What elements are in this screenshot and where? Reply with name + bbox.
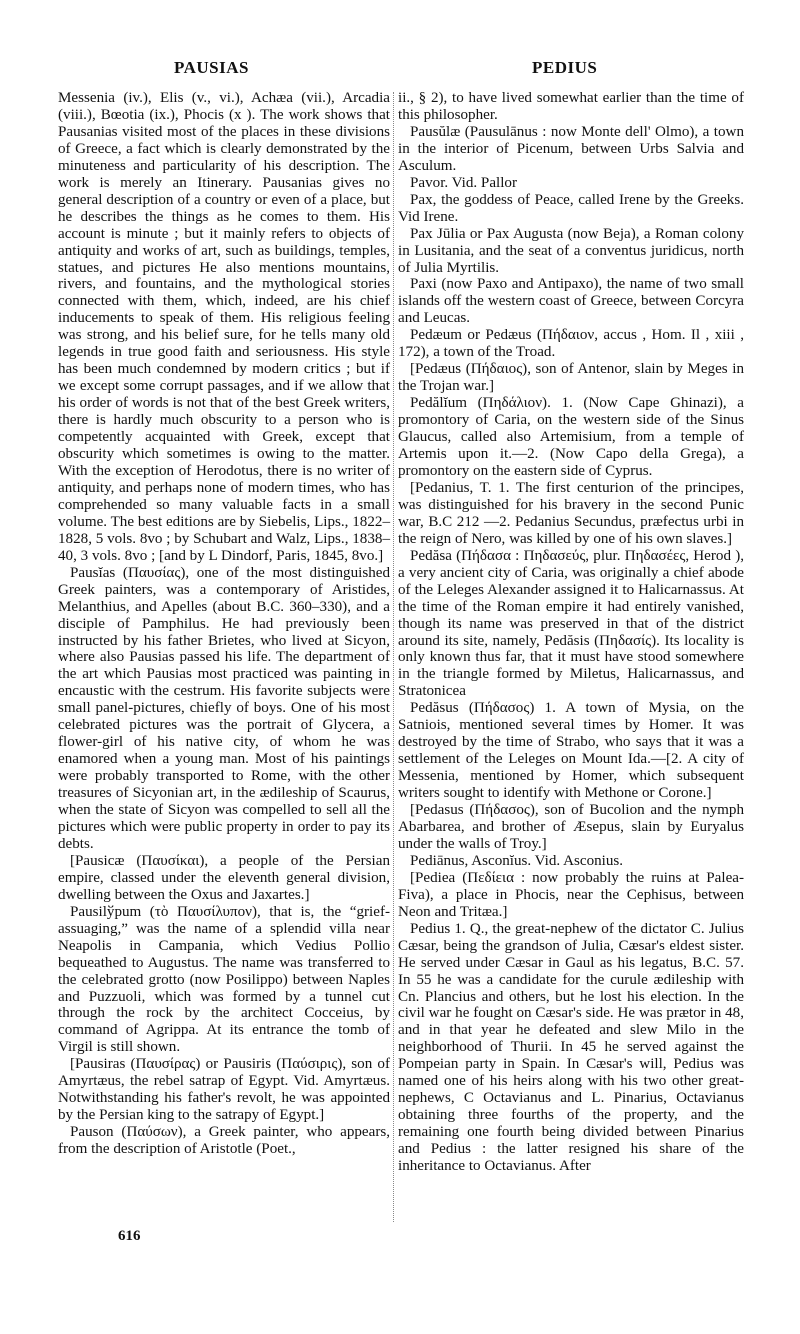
entry-pausulae: Pausŭlæ (Pausulānus : now Monte dell' Olmo), a town in the interior of Picenum, between Urbs Salvia and Asculum. [398,123,744,174]
entry-pauson: Pauson (Παύσων), a Greek painter, who appears, from the description of Aristotle (Poet., [58,1124,390,1158]
entry-pedasus-town: Pedăsus (Πήδασος) 1. A town of Mysia, on the Satniois, mentioned several times by Homer. It was destroyed by the time of Strabo, who says that it was a settlement of the Leleges on Mount Ida.—[2. A city of Messenia, mentioned by Homer, which subsequent writers sought to identify with Methone or Corone.] [398,700,744,802]
entry-pedalium: Pedălĭum (Πηδάλιον). 1. (Now Cape Ghinazi), a promontory of Caria, on the western side of the Sinus Glaucus, called also Artemisium, from a temple of Artemis upon it.—2. (Now Capo della Grega), a promontory on the eastern side of Cyprus. [398,395,744,479]
page-number: 616 [118,1228,141,1244]
entry-pedianus: Pediānus, Asconĭus. Vid. Asconius. [410,852,624,869]
column-divider [393,92,394,1222]
entry-pausanias-continued: Messenia (iv.), Elis (v., vi.), Achæa (vii.), Arcadia (viii.), Bœotia (ix.), Phocis (x ). The work shows that Pausanias visited most of the places in these divisions of Greece, a fact which is clearly demonstrated by the minuteness and particularity of his description. The work is merely an Itinerary. Pausanias gives no general description of a country or even of a place, but he describes the things as he comes to them. His account is minute ; but it mainly refers to objects of antiquity and works of art, such as buildings, temples, statues, and pictures He also mentions mountains, rivers, and fountains, and the mythological stories connected with them, which, indeed, are his chief inducements to speak of them. His religious feeling was strong, and his belief sure, for he tells many old legends in true good faith and seriousness. His style has been much condemned by modern critics ; but if we except some corrupt passages, and if we allow that his order of words is not that of the best Greek writers, there is hardly much obscurity to a person who is competently acquainted with Greek, except that obscurity which sometimes is owing to the matter. With the exception of Herodotus, there is no writer of antiquity, and perhaps none of modern times, who has comprehended so many valuable facts in a small volume. The best editions are by Siebelis, Lips., 1822–1828, 5 vols. 8vo ; by Schubart and Walz, Lips., 1838–40, 3 vols. 8vo ; [and by L Dindorf, Paris, 1845, 8vo.] [58,90,390,564]
entry-pedius: Pedius 1. Q., the great-nephew of the dictator C. Julius Cæsar, being the grandson of Julia, Cæsar's eldest sister. He served under Cæsar in Gaul as his legatus, B.C. 57. In 55 he was a candidate for the curule ædileship with Cn. Plancius and others, but he lost his election. In the civil war he fought on Cæsar's side. He was prætor in 48, and in that year he defeated and slew Milo in the neighborhood of Thurii. In 45 he served against the Pompeian party in Spain. In Cæsar's will, Pedius was named one of his heirs along with his two other great-nephews, C Octavianus and L. Pinarius, Octavianus obtaining three fourths of the property, and the remaining one fourth being divided between Pinarius and Pedius : the latter resigned his share of the inheritance to Octavianus. After [398,920,744,1175]
entry-pedasa: Pedăsa (Πήδασα : Πηδασεύς, plur. Πηδασέες, Herod ), a very ancient city of Caria, was originally a chief abode of the Leleges Alexander assigned it to Halicarnassus. At the time of the Roman empire it had entirely vanished, though its name was preserved in that of the district around its site, namely, Pedăsis (Πηδασίς). Its locality is only known thus far, that it must have stood somewhere in the triangle formed by Miletus, Halicarnassus, and Stratonicea [398,547,744,700]
entry-pausilypum: Pausilўpum (τὸ Παυσίλυπον), that is, the “grief-assuaging,” was the name of a splendid villa near Neapolis in Campania, which Vedius Pollio bequeathed to Augustus. The name was transferred to the celebrated grotto (now Posilippo) between Naples and Puzzuoli, which was formed by a tunnel cut through the rock by the architect Cocceius, by command of Agrippa. At its entrance the tomb of Virgil is still shown. [58,903,390,1056]
running-head-right: PEDIUS [532,58,598,77]
running-head-left: PAUSIAS [174,58,249,77]
entry-pedanius: [Pedanius, T. 1. The first centurion of the principes, was distinguished for his bravery in the second Punic war, B.C 212 —2. Pedanius Secundus, præfectus urbi in the reign of Nero, was killed by one of his own slaves.] [398,479,744,547]
entry-pediea: [Pediea (Πεδίεια : now probably the ruins at Palea-Fiva), a place in Phocis, near the Cephisus, between Neon and Tritæa.] [398,869,744,920]
entry-pausicae: [Pausicæ (Παυσίκαι), a people of the Persian empire, classed under the eleventh general division, dwelling between the Oxus and Jaxartes.] [58,852,390,903]
left-column [58,90,390,1158]
entry-pedasus-son: [Pedasus (Πήδασος), son of Bucolion and the nymph Abarbarea, and brother of Æsepus, slain by Euryalus under the walls of Troy.] [398,802,744,852]
entry-pax: Pax, the goddess of Peace, called Irene by the Greeks. Vid Irene. [398,191,744,225]
entry-pedaeus: [Pedæus (Πήδαιος), son of Antenor, slain by Meges in the Trojan war.] [398,361,744,395]
entry-paxi: Paxi (now Paxo and Antipaxo), the name of two small islands off the western coast of Greece, between Corcyra and Leucas. [398,276,744,327]
entry-pedaeum: Pedæum or Pedæus (Πήδαιον, accus , Hom. Il , xiii , 172), a town of the Troad. [398,327,744,361]
entry-pausias: Pausĭas (Παυσίας), one of the most distinguished Greek painters, was a contemporary of Aristides, Melanthius, and Apelles (about B.C. 360–330), and a disciple of Pamphilus. He had previously been instructed by his father Brietes, who lived at Sicyon, where also Pausias passed his life. The department of the art which Pausias most practiced was painting in encaustic with the cestrum. His favorite subjects were small panel-pictures, chiefly of boys. One of his most celebrated pictures was the portrait of Glycera, a flower-girl of his native city, of whom he was enamored when a young man. Most of his paintings were probably transported to Rome, with the other treasures of Sicyonian art, in the ædileship of Scaurus, when the state of Sicyon was compelled to sell all the pictures which were public property in order to pay its debts. [58,564,390,852]
entry-pausiras: [Pausiras (Παυσίρας) or Pausiris (Παύσιρις), son of Amyrtæus, the rebel satrap of Egypt. Vid. Amyrtæus. Notwithstanding his father's revolt, he was appointed by the Persian king to the satrapy of Egypt.] [58,1056,390,1124]
right-column [398,90,744,1175]
entry-pavor: Pavor. Vid. Pallor [410,174,517,191]
entry-pauson-continued: ii., § 2), to have lived somewhat earlier than the time of this philosopher. [398,90,744,123]
entry-pax-julia: Pax Jūlia or Pax Augusta (now Beja), a Roman colony in Lusitania, and the seat of a conventus juridicus, north of Julia Myrtilis. [398,225,744,276]
